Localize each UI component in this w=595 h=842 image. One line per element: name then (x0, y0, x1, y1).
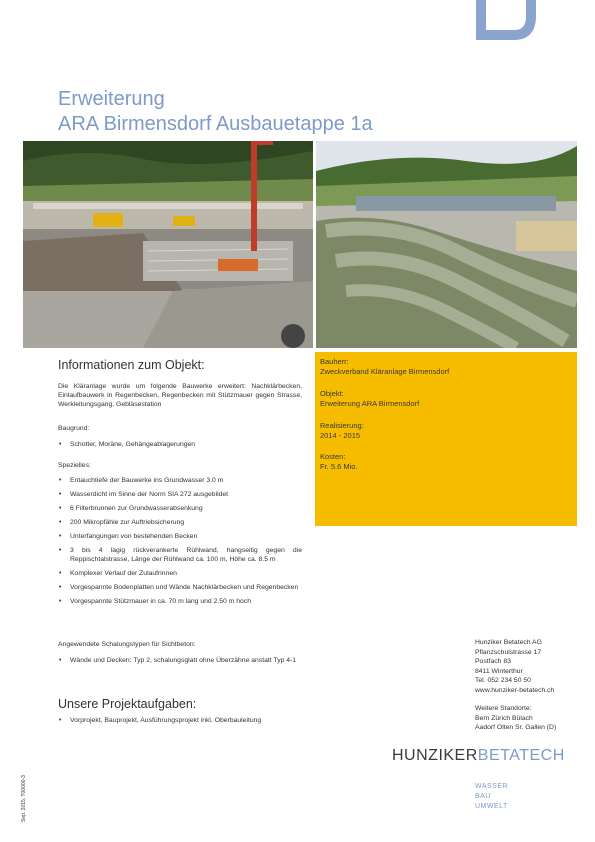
other-locations-label: Weitere Standorte: (475, 705, 532, 712)
realisierung-label: Realisierung: (320, 421, 364, 430)
bauherr-label: Bauherr: (320, 357, 349, 366)
speziell-label: Spezielles: (58, 462, 91, 469)
tagline-line: BAU (475, 793, 491, 800)
logo-mark-icon (474, 0, 538, 42)
intro-text: Die Kläranlage wurde um folgende Bauwerke erweitert: Nachklärbecken, Einlaufbauwerk in Regenbecken, Regenbecken mit Stützmauer gegen Strasse, Werkleitungsgang, Gebläsestation (58, 383, 302, 408)
tagline-line: UMWELT (475, 803, 508, 810)
brand-logo (392, 747, 565, 765)
construction-site-photo (23, 141, 313, 348)
list-item: • 6 Filterbrunnen zur Grundwasserabsenkung (58, 504, 302, 513)
baugrund-list (58, 440, 302, 454)
brand-part-2: BETATECH (477, 747, 565, 764)
tasks-heading: Unsere Projektaufgaben: (58, 697, 197, 711)
list-item: • Vorgespannte Bodenplatten und Wände Nachklärbecken und Regenbecken (58, 583, 302, 592)
project-facts-box (315, 352, 577, 526)
title-line-2: ARA Birmensdorf Ausbauetappe 1a (58, 113, 373, 135)
list-item: • Entauchtiefe der Bauwerke ins Grundwasser 3.0 m (58, 476, 302, 485)
baugrund-label: Baugrund: (58, 425, 90, 432)
list-item: • 3 bis 4 lagig rückverankerte Rühlwand, hangseitig gegen die Reppischtalstrasse, Länge der Rühlwand ca. 100 m, Höhe ca. 8.5 m (58, 546, 302, 564)
address-line: Bern Zürich Bülach (475, 714, 533, 722)
speziell-list (58, 476, 302, 611)
address-line: Hunziker Betatech AG (475, 639, 542, 646)
address-line: Postfach 83 (475, 658, 511, 666)
other-locations (475, 704, 556, 733)
address-line: Tel. 052 234 50 50 (475, 677, 531, 685)
list-item: • Vorprojekt, Bauprojekt, Ausführungsprojekt inkl. Oberbauleitung (58, 716, 302, 725)
tagline-line: WASSER (475, 783, 509, 790)
list-item: • Schotter, Moräne, Gehängeablagerungen (58, 440, 302, 449)
page-title (58, 87, 373, 137)
schalung-list (58, 656, 302, 670)
document-reference: Sep. 2015, T00000-3 (21, 775, 27, 822)
basin-photo (316, 141, 577, 348)
list-item: • Vorgespannte Stützmauer in ca. 70 m lang und 2.50 m hoch (58, 597, 302, 606)
title-line-1: Erweiterung (58, 88, 165, 110)
brand-part-1: HUNZIKER (392, 747, 478, 764)
objekt-label: Objekt: (320, 389, 344, 398)
kosten-value: Fr. 5.6 Mio. (320, 462, 358, 471)
address-line: Aadorf Olten Sr. Gallen (D) (475, 724, 557, 732)
list-item: • Wände und Decken: Typ 2, schalungsglatt ohne Überzähne anstatt Typ 4-1 (58, 656, 302, 665)
bauherr-value: Zweckverband Kläranlage Birmensdorf (320, 367, 450, 376)
list-item: • Wasserdicht im Sinne der Norm SIA 272 ausgebildet (58, 490, 302, 499)
kosten-label: Kosten: (320, 452, 346, 461)
list-item: • Unterfangungen von bestehenden Becken (58, 532, 302, 541)
list-item: • Komplexer Verlauf der Zulaufrinnen (58, 569, 302, 578)
schalung-label: Angewendete Schalungstypen für Sichtbeton: (58, 641, 196, 648)
info-heading: Informationen zum Objekt: (58, 358, 205, 372)
realisierung-value: 2014 - 2015 (320, 431, 361, 440)
objekt-value: Erweiterung ARA Birmensdorf (320, 399, 420, 408)
address-line: 8411 Winterthur (475, 667, 523, 675)
brand-tagline (475, 782, 508, 812)
address-line: Pflanzschulstrasse 17 (475, 648, 542, 656)
tasks-list (58, 716, 302, 730)
company-address (475, 638, 554, 696)
list-item: • 200 Mikropfähle zur Auftriebsicherung (58, 518, 302, 527)
website-text: www.hunziker-betatech.ch (475, 686, 555, 694)
